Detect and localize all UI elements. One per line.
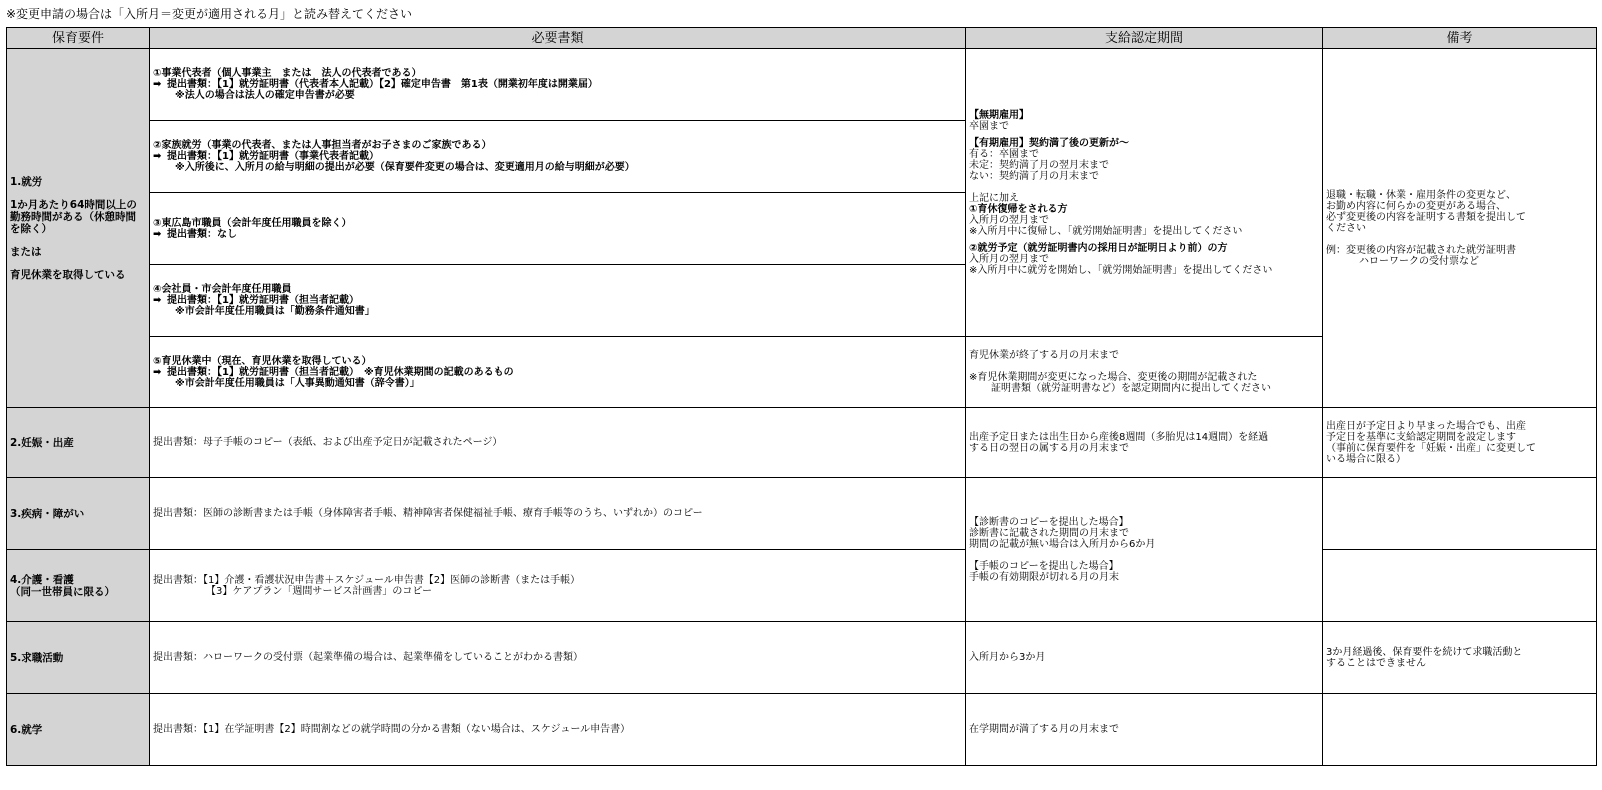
doc-cell-employee: ④会社員・市会計年度任用職員 ➡ 提出書類：【1】就労証明書（担当者記載） ※市会計年度任用職員は「勤務条件通知書」 — [150, 265, 966, 337]
remarks-job-search: 3か月経過後、保育要件を続けて求職活動と することはできません — [1323, 622, 1597, 694]
requirement-job-search: 5.求職活動 — [7, 622, 150, 694]
remarks-illness — [1323, 478, 1597, 550]
requirement-pregnancy: 2.妊娠・出産 — [7, 408, 150, 478]
remarks-care — [1323, 550, 1597, 622]
doc-cell-childcare-leave: ⑤育児休業中（現在、育児休業を取得している） ➡ 提出書類：【1】就労証明書（担当者記載） ※育児休業期間の記載のあるもの ※市会計年度任用職員は「人事異動通知書（辞令書）」 — [150, 337, 966, 408]
doc-cell-business-owner: ①事業代表者（個人事業主 または 法人の代表者である） ➡ 提出書類：【1】就労証明書（代表者本人記載）【2】確定申告書 第1表（開業初年度は開業届） ※法人の場合は法人の確定申告書が必要 — [150, 49, 966, 121]
arrow-icon: ➡ — [153, 366, 162, 378]
header-requirement: 保育要件 — [7, 28, 150, 49]
header-period: 支給認定期間 — [966, 28, 1323, 49]
period-illness-care: 【診断書のコピーを提出した場合】 診断書に記載された期間の月末まで 期間の記載が無い場合は入所月から6か月 【手帳のコピーを提出した場合】 手帳の有効期限が切れる月の月末 — [966, 478, 1323, 622]
arrow-icon: ➡ — [153, 151, 162, 162]
table-row — [7, 478, 1597, 550]
header-row — [7, 28, 1597, 49]
doc-cell-illness: 提出書類：医師の診断書または手帳（身体障害者手帳、精神障害者保健福祉手帳、療育手帳等のうち、いずれか）のコピー — [150, 478, 966, 550]
header-remarks: 備考 — [1323, 28, 1597, 49]
doc-cell-city-staff: ③東広島市職員（会計年度任用職員を除く） ➡ 提出書類：なし — [150, 193, 966, 265]
period-childcare-leave: 育児休業が終了する月の月末まで ※育児休業期間が変更になった場合、変更後の期間が記載された 証明書類（就労証明書など）を認定期間内に提出してください — [966, 337, 1323, 408]
table-row — [7, 408, 1597, 478]
table-row — [7, 622, 1597, 694]
childcare-requirements-table — [6, 27, 1597, 766]
doc-title: ①事業代表者（個人事業主 または 法人の代表者である） — [153, 68, 422, 79]
remarks-pregnancy: 出産日が予定日より早まった場合でも、出産 予定日を基準に支給認定期間を設定します （事前に保育要件を「妊娠・出産」に変更して いる場合に限る） — [1323, 408, 1597, 478]
doc-cell-care: 提出書類：【1】介護・看護状況申告書＋スケジュール申告書【2】医師の診断書（または手帳） 【3】ケアプラン「週間サービス計画書」のコピー — [150, 550, 966, 622]
doc-cell-pregnancy: 提出書類：母子手帳のコピー（表紙、および出産予定日が記載されたページ） — [150, 408, 966, 478]
arrow-icon: ➡ — [153, 79, 162, 90]
requirement-work: 1.就労 1か月あたり64時間以上の勤務時間がある（休憩時間を除く） または 育児休業を取得している — [7, 49, 150, 408]
table-row — [7, 49, 1597, 121]
remarks-work: 退職・転職・休業・雇用条件の変更など、 お勤め内容に何らかの変更がある場合、 必ず変更後の内容を証明する書類を提出して ください 例：変更後の内容が記載された就労証明書 ハローワークの受付票など — [1323, 49, 1597, 408]
table-row — [7, 550, 1597, 622]
arrow-icon: ➡ — [153, 228, 162, 240]
doc-cell-school: 提出書類：【1】在学証明書【2】時間割などの就学時間の分かる書類（ない場合は、スケジュール申告書） — [150, 694, 966, 766]
requirement-school: 6.就学 — [7, 694, 150, 766]
period-work: 【無期雇用】 卒園まで 【有期雇用】契約満了後の更新が～ 有る：卒園まで 未定：契約満了月の翌月末まで ない：契約満了月の月末まで 上記に加え ①育休復帰をされる方 入所月の翌月まで ※入所月中に復帰し、「就労開始証明書」を提出してください ②就労予定（就労証明書内の採用日が証明日より前）の方 入所月の翌月まで ※入所月中に就労を開始し、「就労開始証明書」を提出してください — [966, 49, 1323, 337]
period-pregnancy: 出産予定日または出生日から産後8週間（多胎児は14週間）を経過 する日の翌日の属する月の月末まで — [966, 408, 1323, 478]
doc-cell-family-work: ②家族就労（事業の代表者、または人事担当者がお子さまのご家族である） ➡ 提出書類：【1】就労証明書（事業代表者記載） ※入所後に、入所月の給与明細の提出が必要（保育要件変更の場合は、変更適用月の給与明細が必要） — [150, 121, 966, 193]
period-school: 在学期間が満了する月の月末まで — [966, 694, 1323, 766]
requirement-care: 4.介護・看護 （同一世帯員に限る） — [7, 550, 150, 622]
table-row — [7, 694, 1597, 766]
header-documents: 必要書類 — [150, 28, 966, 49]
requirement-illness: 3.疾病・障がい — [7, 478, 150, 550]
doc-cell-job-search: 提出書類：ハローワークの受付票（起業準備の場合は、起業準備をしていることがわかる書類） — [150, 622, 966, 694]
arrow-icon: ➡ — [153, 295, 162, 306]
period-job-search: 入所月から3か月 — [966, 622, 1323, 694]
remarks-school — [1323, 694, 1597, 766]
page-note: ※変更申請の場合は「入所月＝変更が適用される月」と読み替えてください — [6, 7, 413, 21]
